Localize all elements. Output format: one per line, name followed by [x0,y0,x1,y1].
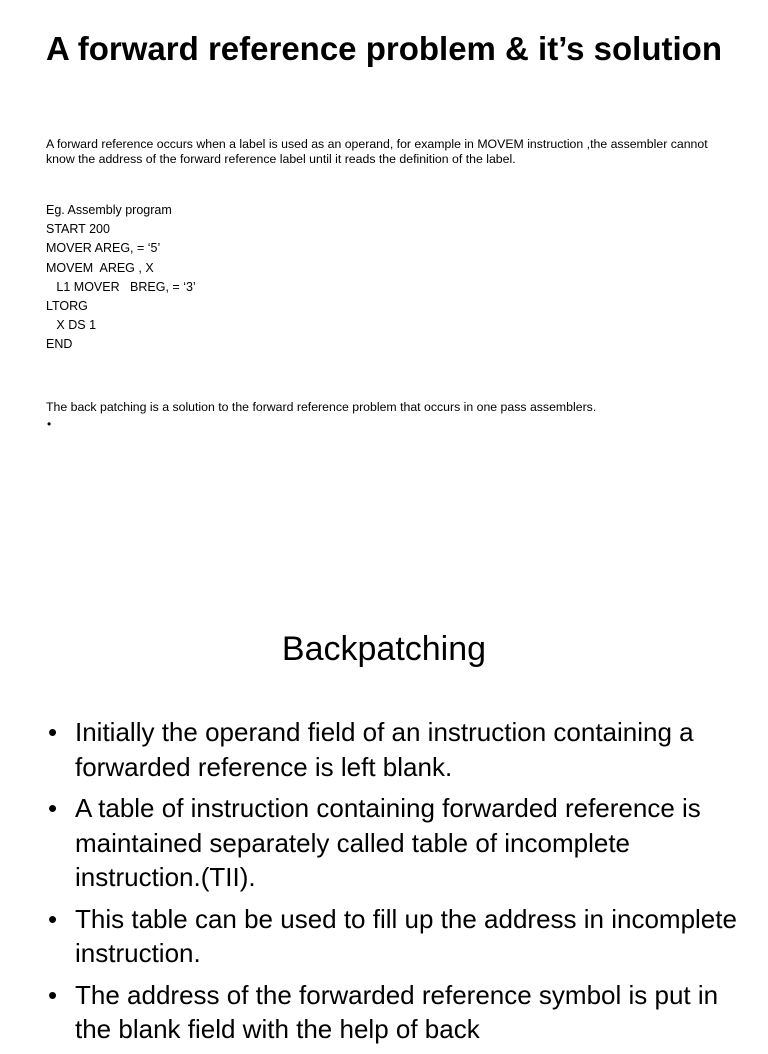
code-line: X DS 1 [46,318,97,333]
bullet-item [48,902,738,971]
code-line: MOVEM AREG , X [46,260,154,275]
bullet-item [48,978,738,1047]
bullet-glyph: • [48,717,58,747]
code-line: START 200 [46,222,110,237]
bullet-glyph: • [48,979,58,1010]
empty-bullet: • [47,417,52,431]
bullet-text: The address of the forwarded reference symbol is put in the blank field with the help of back [75,979,719,1044]
slide-backpatching [0,560,768,1044]
code-line: Eg. Assembly program [46,203,172,217]
code-line: LTORG [46,299,88,314]
bullet-text: A table of instruction containing forwarded reference is maintained separately called table of incomplete instruction.(TII). [75,793,701,892]
intro-paragraph: A forward reference occurs when a label is used as an operand, for example in MOVEM instruction ,the assembler cannot know the address of the forward reference label until it reads the definition of the label. [46,137,708,167]
code-line: END [46,337,73,352]
assembly-code-listing [46,201,196,355]
code-line: L1 MOVER BREG, = ‘3’ [46,279,196,294]
bullet-glyph: • [48,793,58,823]
bullet-item [48,791,738,895]
bullet-text: This table can be used to fill up the address in incomplete instruction. [75,903,737,968]
bullet-text: Initially the operand field of an instruction containing a forwarded reference is left blank. [75,717,694,782]
slide-title: Backpatching [281,630,487,668]
code-line: MOVER AREG, = ‘5’ [46,241,161,256]
bullet-list [48,715,738,1054]
backpatching-note: The back patching is a solution to the forward reference problem that occurs in one pass assemblers. [46,400,597,414]
slide-title: A forward reference problem & it’s solution [45,30,722,67]
bullet-glyph: • [48,903,58,934]
bullet-item [48,715,738,784]
